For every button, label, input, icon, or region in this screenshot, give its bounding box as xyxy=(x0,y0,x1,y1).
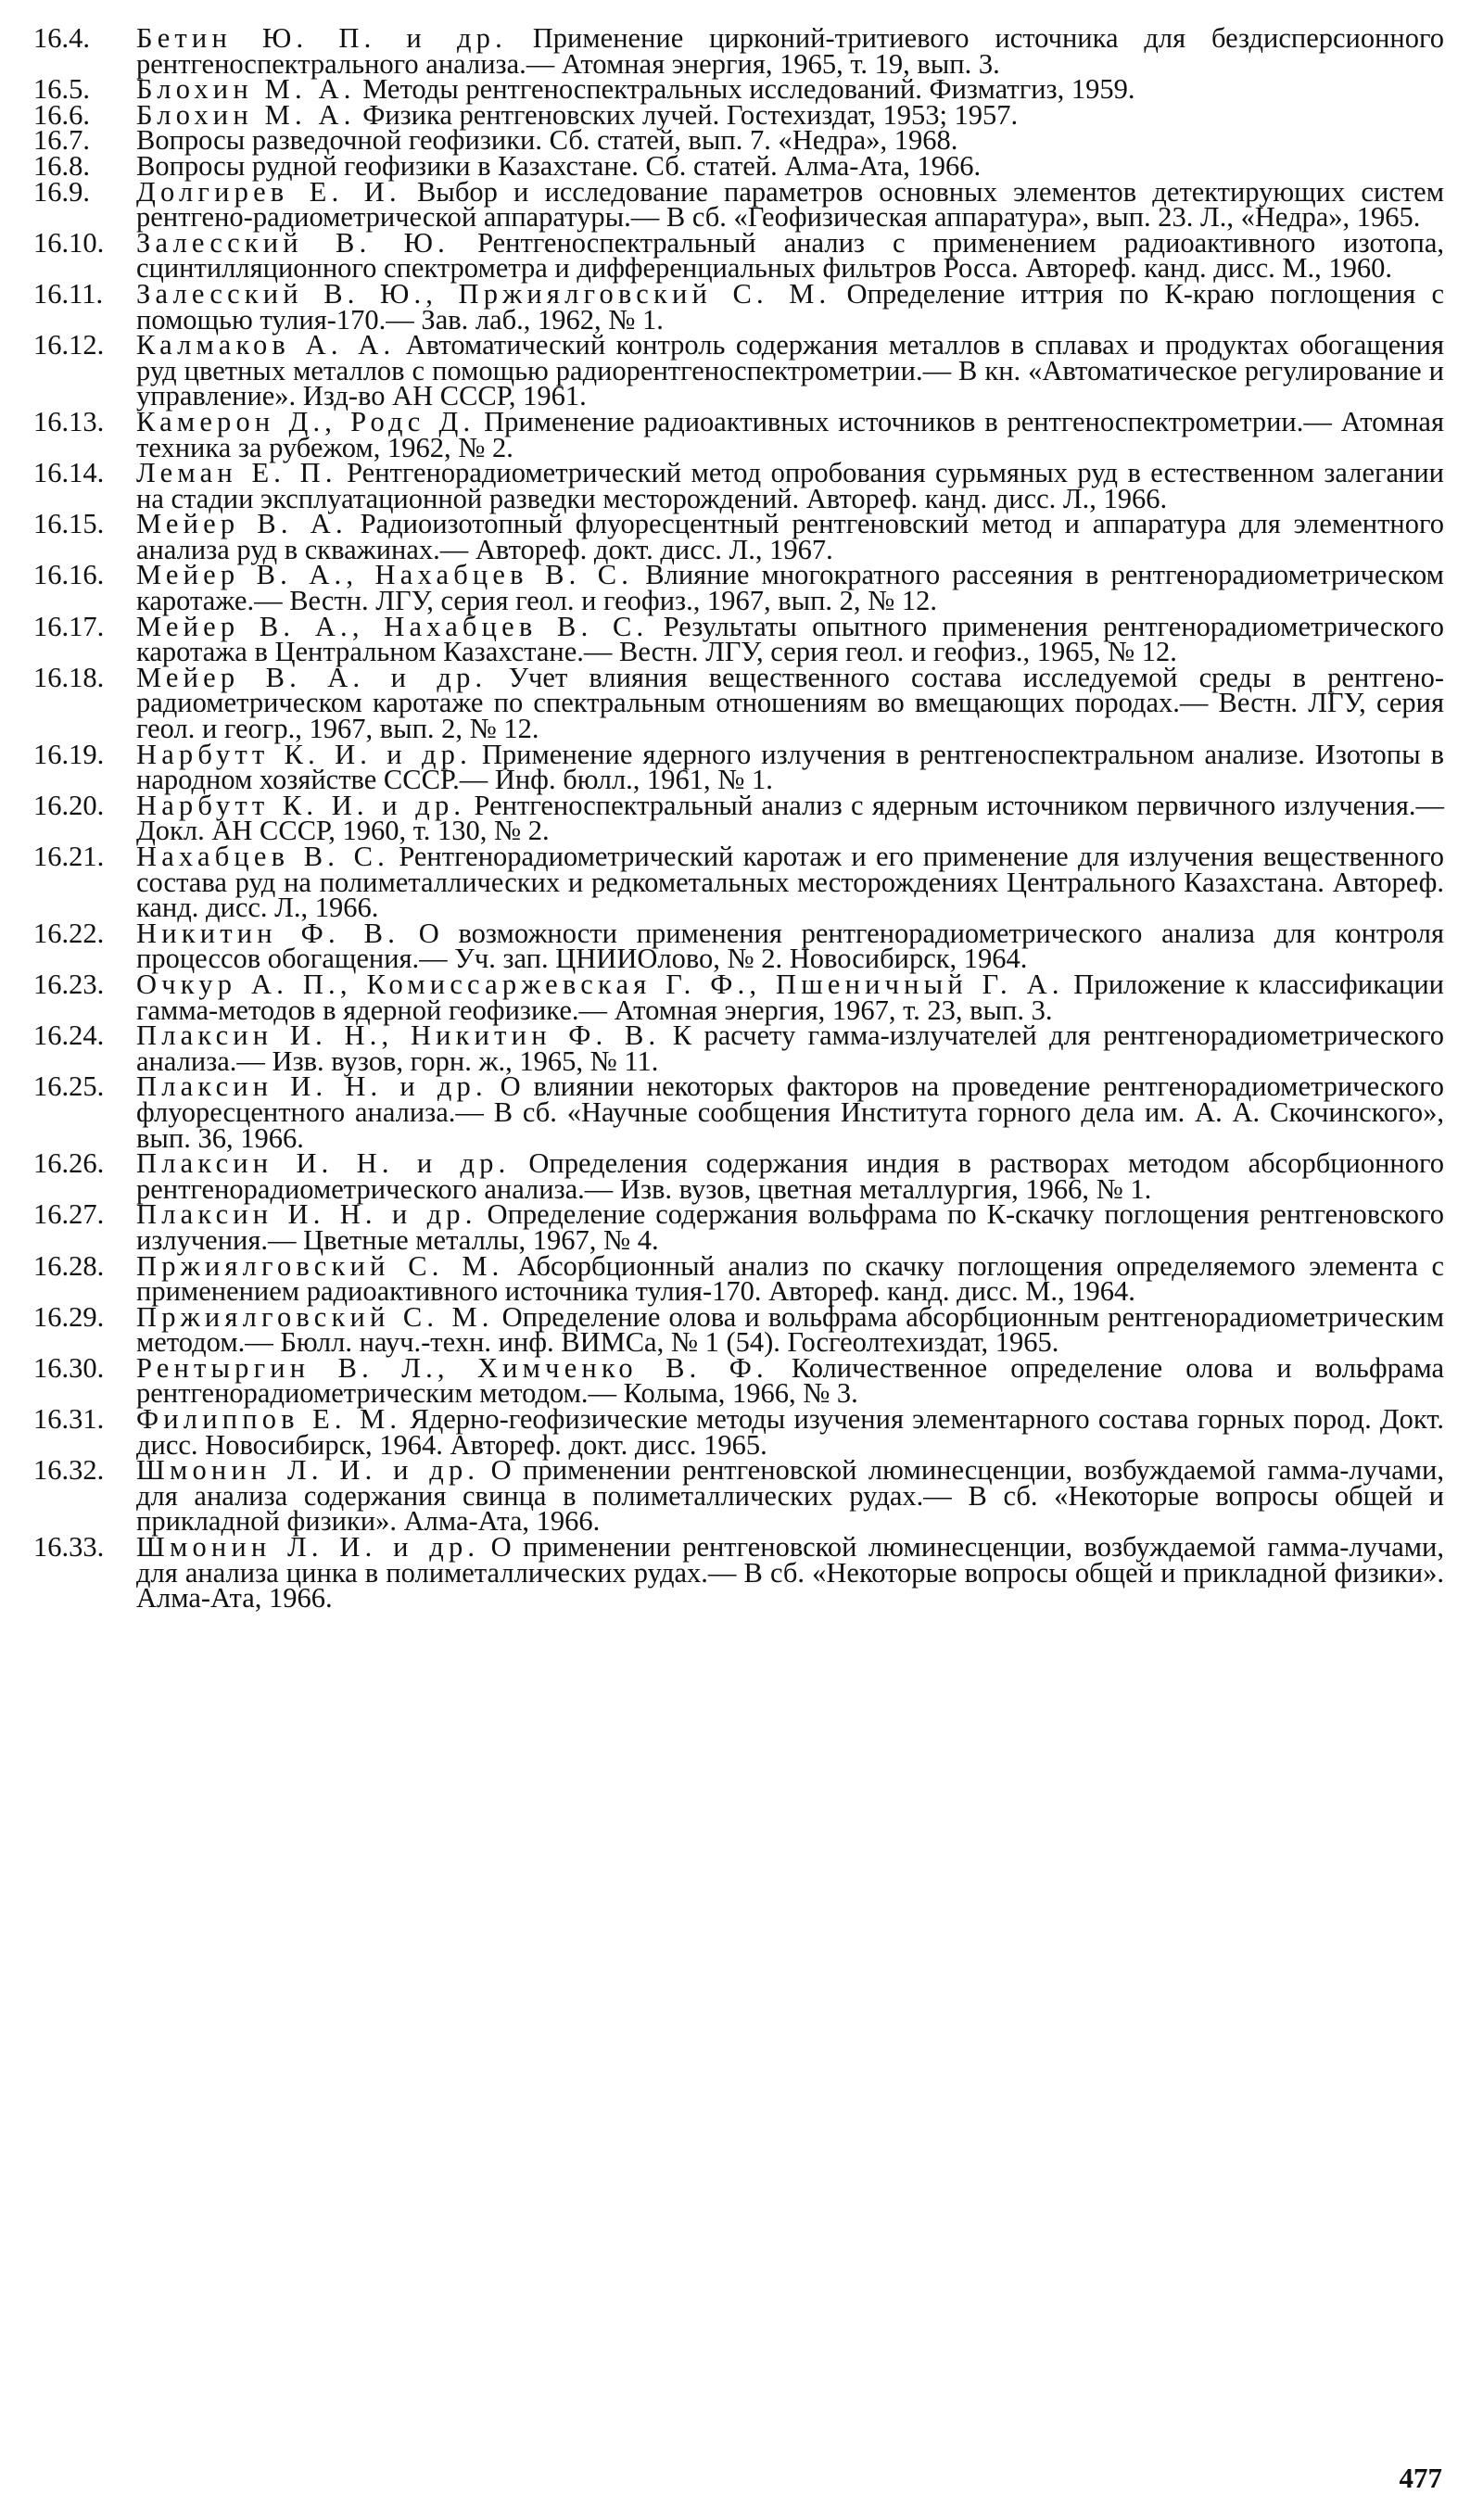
entry-author: Бетин Ю. П. и др. xyxy=(136,22,507,54)
bib-entry xyxy=(33,789,1444,847)
entry-number: 16.29. xyxy=(33,1300,105,1333)
entry-body: Выбор и исследование параметров основных элементов детектирующих систем рентгено-радиометрической аппаратуры.— В сб. «Геофизическая аппаратура», вып. 23. Л., «Недра», 1965. xyxy=(136,175,1445,234)
entry-author: Мейер В. А. и др. xyxy=(136,661,488,693)
entry-body: О влиянии некоторых факторов на проведение рентгенорадиометрического флуоресцентного анализа.— В сб. «Научные сообщения Института горного дела им. А. А. Скочинского», вып. 36, 1966. xyxy=(136,1070,1444,1154)
entry-text xyxy=(136,1300,1444,1359)
entry-number: 16.24. xyxy=(33,1019,105,1052)
entry-text xyxy=(136,226,1444,285)
bib-entry xyxy=(33,661,1444,745)
entry-number: 16.4. xyxy=(33,22,90,54)
bib-entry xyxy=(33,610,1444,668)
entry-author: Блохин М. А. xyxy=(136,73,356,106)
entry-number: 16.33. xyxy=(33,1531,105,1564)
entry-number: 16.26. xyxy=(33,1147,105,1180)
entry-number: 16.16. xyxy=(33,559,105,591)
entry-body: Физика рентгеновских лучей. Гостехиздат, 1953; 1957. xyxy=(355,98,1019,131)
entry-body: Рентгеноспектральный анализ с применением радиоактивного изотопа, сцинтилляционного спектрометра и дифференциальных фильтров Росса. Автореф. канд. дисс. М., 1960. xyxy=(136,226,1444,285)
entry-body: О применении рентгеновской люминесценции, возбуждаемой гамма-лучами, для анализа цинка в полиметаллических рудах.— В сб. «Некоторые вопросы общей и прикладной физики». Алма-Ата, 1966. xyxy=(136,1531,1444,1615)
entry-number: 16.30. xyxy=(33,1351,105,1384)
entry-number: 16.25. xyxy=(33,1070,105,1103)
entry-body: Определение содержания вольфрама по К-скачку поглощения рентгеновского излучения.— Цветные металлы, 1967, № 4. xyxy=(136,1198,1444,1256)
entry-body: Применение ядерного излучения в рентгеноспектральном анализе. Изотопы в народном хозяйстве СССР.— Инф. бюлл., 1961, № 1. xyxy=(136,738,1444,796)
bib-entry xyxy=(33,1198,1444,1256)
entry-author: Залесский В. Ю. xyxy=(136,226,450,259)
entry-number: 16.7. xyxy=(33,124,90,157)
entry-text xyxy=(136,1351,1445,1410)
entry-number: 16.32. xyxy=(33,1454,105,1487)
entry-author: Мейер В. А., Нахабцев В. С. xyxy=(136,610,649,642)
entry-body: Ядерно-геофизические методы изучения элементарного состава горных пород. Докт. дисс. Новосибирск, 1964. Автореф. докт. дисс. 1965. xyxy=(136,1403,1444,1461)
entry-body: Определение иттрия по К-краю поглощения с помощью тулия-170.— Зав. лаб., 1962, № 1. xyxy=(136,277,1444,336)
entry-author: Мейер В. А., Нахабцев В. С. xyxy=(136,559,634,591)
entry-author: Плаксин И. Н. и др. xyxy=(136,1070,488,1103)
entry-body: Рентгенорадиометрический каротаж и его применение для излучения вещественного состава руд на полиметаллических и редкометальных месторождениях Центрального Казахстана. Автореф. канд. дисс. Л., 1966. xyxy=(136,841,1444,924)
entry-author: Рентыргин В. Л., Химченко В. Ф. xyxy=(136,1351,768,1384)
entry-body: О возможности применения рентгенорадиометрического анализа для контроля процессов обогащения.— Уч. зап. ЦНИИОлово, № 2. Новосибирск, 1964. xyxy=(136,917,1444,975)
page-number: 477 xyxy=(1399,2462,1442,2494)
bib-entry xyxy=(33,1147,1444,1205)
entry-number: 16.9. xyxy=(33,175,90,208)
bib-entry xyxy=(33,1351,1445,1410)
entry-text xyxy=(136,1019,1444,1077)
entry-author: Камерон Д., Родс Д. xyxy=(136,405,475,437)
entry-author: Плаксин И. Н. и др. xyxy=(136,1198,477,1231)
entry-author: Плаксин И. Н., Никитин Ф. В. xyxy=(136,1019,661,1052)
entry-author: Калмаков А. А. xyxy=(136,329,396,361)
entry-body: Количественное определение олова и вольфрама рентгенорадиометрическим методом.— Колыма, 1966, № 3. xyxy=(136,1351,1445,1410)
entry-text xyxy=(136,457,1444,514)
entry-text xyxy=(136,277,1444,336)
bib-entry xyxy=(33,1403,1444,1461)
bib-entry xyxy=(33,1249,1445,1308)
entry-text xyxy=(136,508,1444,565)
entry-author: Пржиялговский С. М. xyxy=(136,1300,494,1333)
entry-text xyxy=(136,175,1445,234)
entry-author: Пржиялговский С. М. xyxy=(136,1249,504,1282)
entry-body: Автоматический контроль содержания металлов в сплавах и продуктах обогащения руд цветных металлов с помощью радиорентгеноспектрометрии.— В кн. «Автоматическое регулирование и управление». Изд-во АН СССР, 1961. xyxy=(136,329,1444,412)
entry-body: О применении рентгеновской люминесценции, возбуждаемой гамма-лучами, для анализа содержания свинца в полиметаллических рудах.— В сб. «Некоторые вопросы общей и прикладной физики». Алма-Ата, 1966. xyxy=(136,1454,1444,1538)
entry-author: Нарбутт К. И. и др. xyxy=(136,738,472,770)
entry-text xyxy=(136,661,1444,745)
entry-body: Рентгеноспектральный анализ с ядерным источником первичного излучения.— Докл. АН СССР, 1960, т. 130, № 2. xyxy=(136,789,1444,847)
entry-author: Очкур А. П., Комиссаржевская Г. Ф., Пшеничный Г. А. xyxy=(136,968,1064,1000)
entry-number: 16.5. xyxy=(33,73,90,106)
bib-entry xyxy=(33,968,1444,1026)
entry-body: Вопросы разведочной геофизики. Сб. статей, вып. 7. «Недра», 1968. xyxy=(136,124,958,157)
entry-body: Приложение к классификации гамма-методов в ядерной геофизике.— Атомная энергия, 1967, т. 23, вып. 3. xyxy=(136,968,1444,1026)
bib-entry xyxy=(33,175,1445,234)
entry-body: Влияние многократного рассеяния в рентгенорадиометрическом каротаже.— Вестн. ЛГУ, серия геол. и геофиз., 1967, вып. 2, № 12. xyxy=(136,559,1444,617)
entry-text xyxy=(136,789,1444,847)
entry-author: Мейер В. А. xyxy=(136,508,348,540)
entry-text xyxy=(136,1070,1444,1154)
entry-text xyxy=(136,1403,1444,1461)
entry-author: Нарбутт К. И. и др. xyxy=(136,789,466,821)
entry-number: 16.6. xyxy=(33,98,90,131)
entry-text xyxy=(136,1198,1444,1256)
bib-entry xyxy=(33,508,1444,565)
entry-number: 16.20. xyxy=(33,789,105,821)
bib-entry xyxy=(33,738,1444,796)
entry-number: 16.23. xyxy=(33,968,105,1000)
entry-body: Результаты опытного применения рентгенорадиометрического каротажа в Центральном Казахстане.— Вестн. ЛГУ, серия геол. и геофиз., 1965, № 12. xyxy=(136,610,1444,668)
entry-number: 16.18. xyxy=(33,661,105,693)
entry-number: 16.13. xyxy=(33,405,105,437)
bib-entry xyxy=(33,329,1444,412)
entry-number: 16.14. xyxy=(33,457,105,489)
entry-number: 16.19. xyxy=(33,738,105,770)
bib-entry xyxy=(33,1070,1444,1154)
entry-number: 16.15. xyxy=(33,508,105,540)
entry-body: Радиоизотопный флуоресцентный рентгеновский метод и аппаратура для элементного анализа руд в скважинах.— Автореф. докт. дисс. Л., 1967. xyxy=(136,508,1444,565)
entry-body: Методы рентгеноспектральных исследований. Физматгиз, 1959. xyxy=(355,73,1135,106)
bib-entry xyxy=(33,457,1444,514)
bib-entry xyxy=(33,405,1444,463)
entry-text xyxy=(136,329,1444,412)
entry-body: К расчету гамма-излучателей для рентгенорадиометрического анализа.— Изв. вузов, горн. ж., 1965, № 11. xyxy=(136,1019,1444,1077)
bib-entry xyxy=(33,841,1444,924)
entry-number: 16.22. xyxy=(33,917,105,949)
entry-author: Блохин М. А. xyxy=(136,98,356,131)
entry-author: Шмонин Л. И. и др. xyxy=(136,1531,480,1564)
bib-entry xyxy=(33,1300,1444,1359)
entry-author: Нахабцев В. С. xyxy=(136,841,389,872)
entry-text xyxy=(136,1147,1444,1205)
entry-text xyxy=(136,917,1444,975)
entry-author: Плаксин И. Н. и др. xyxy=(136,1147,511,1180)
entry-author: Леман Е. П. xyxy=(136,457,337,489)
entry-text xyxy=(136,1454,1444,1538)
entry-number: 16.10. xyxy=(33,226,105,259)
entry-body: Абсорбционный анализ по скачку поглощения определяемого элемента с применением радиоактивного источника тулия-170. Автореф. канд. дисс. М., 1964. xyxy=(136,1249,1445,1308)
entry-text xyxy=(136,610,1444,668)
entry-body: Рентгенорадиометрический метод опробования сурьмяных руд в естественном залегании на стадии эксплуатационной разведки месторождений. Автореф. канд. дисс. Л., 1966. xyxy=(136,457,1444,514)
entry-author: Залесский В. Ю., Пржиялговский С. М. xyxy=(136,277,831,310)
entry-text xyxy=(136,841,1444,924)
entry-body: Определение олова и вольфрама абсорбционным рентгенорадиометрическим методом.— Бюлл. науч.-техн. инф. ВИМСа, № 1 (54). Госгеолтехиздат, 1965. xyxy=(136,1300,1444,1359)
bib-entry xyxy=(33,1454,1444,1538)
entry-text xyxy=(136,738,1444,796)
entry-text xyxy=(136,559,1444,617)
entry-author: Никитин Ф. В. xyxy=(136,917,399,949)
bib-entry xyxy=(33,559,1444,617)
entry-text xyxy=(136,1531,1444,1615)
entry-author: Долгирев Е. И. xyxy=(136,175,401,208)
entry-author: Шмонин Л. И. и др. xyxy=(136,1454,480,1487)
bib-entry xyxy=(33,917,1444,975)
entry-number: 16.27. xyxy=(33,1198,105,1231)
entry-number: 16.8. xyxy=(33,149,90,182)
entry-number: 16.21. xyxy=(33,841,105,872)
bib-entry xyxy=(33,226,1444,285)
entry-text xyxy=(136,1249,1445,1308)
bib-entry xyxy=(33,277,1444,336)
bib-entry xyxy=(33,1019,1444,1077)
entry-text xyxy=(136,405,1444,463)
entry-number: 16.28. xyxy=(33,1249,105,1282)
entry-body: Применение цирконий-тритиевого источника для бездисперсионного рентгеноспектрального анализа.— Атомная энергия, 1965, т. 19, вып. 3. xyxy=(136,22,1445,80)
entry-number: 16.17. xyxy=(33,610,105,642)
entry-number: 16.12. xyxy=(33,329,105,361)
entry-author: Филиппов Е. М. xyxy=(136,1403,402,1436)
bib-entry xyxy=(33,1531,1444,1615)
entry-body: Определения содержания индия в растворах методом абсорбционного рентгенорадиометрического анализа.— Изв. вузов, цветная металлургия, 1966, № 1. xyxy=(136,1147,1444,1205)
bib-entry xyxy=(33,22,1445,80)
entry-body: Применение радиоактивных источников в рентгеноспектрометрии.— Атомная техника за рубежом, 1962, № 2. xyxy=(136,405,1444,463)
entry-body: Учет влияния вещественного состава исследуемой среды в рентгено-радиометрическом каротаже по спектральным отношениям во вмещающих породах.— Вестн. ЛГУ, серия геол. и геогр., 1967, вып. 2, № 12. xyxy=(136,661,1444,745)
entry-body: Вопросы рудной геофизики в Казахстане. Сб. статей. Алма-Ата, 1966. xyxy=(136,149,982,182)
entry-number: 16.31. xyxy=(33,1403,105,1436)
entry-number: 16.11. xyxy=(33,277,104,310)
entry-text xyxy=(136,22,1445,80)
entry-text xyxy=(136,968,1444,1026)
bibliography-list xyxy=(33,22,1445,1615)
